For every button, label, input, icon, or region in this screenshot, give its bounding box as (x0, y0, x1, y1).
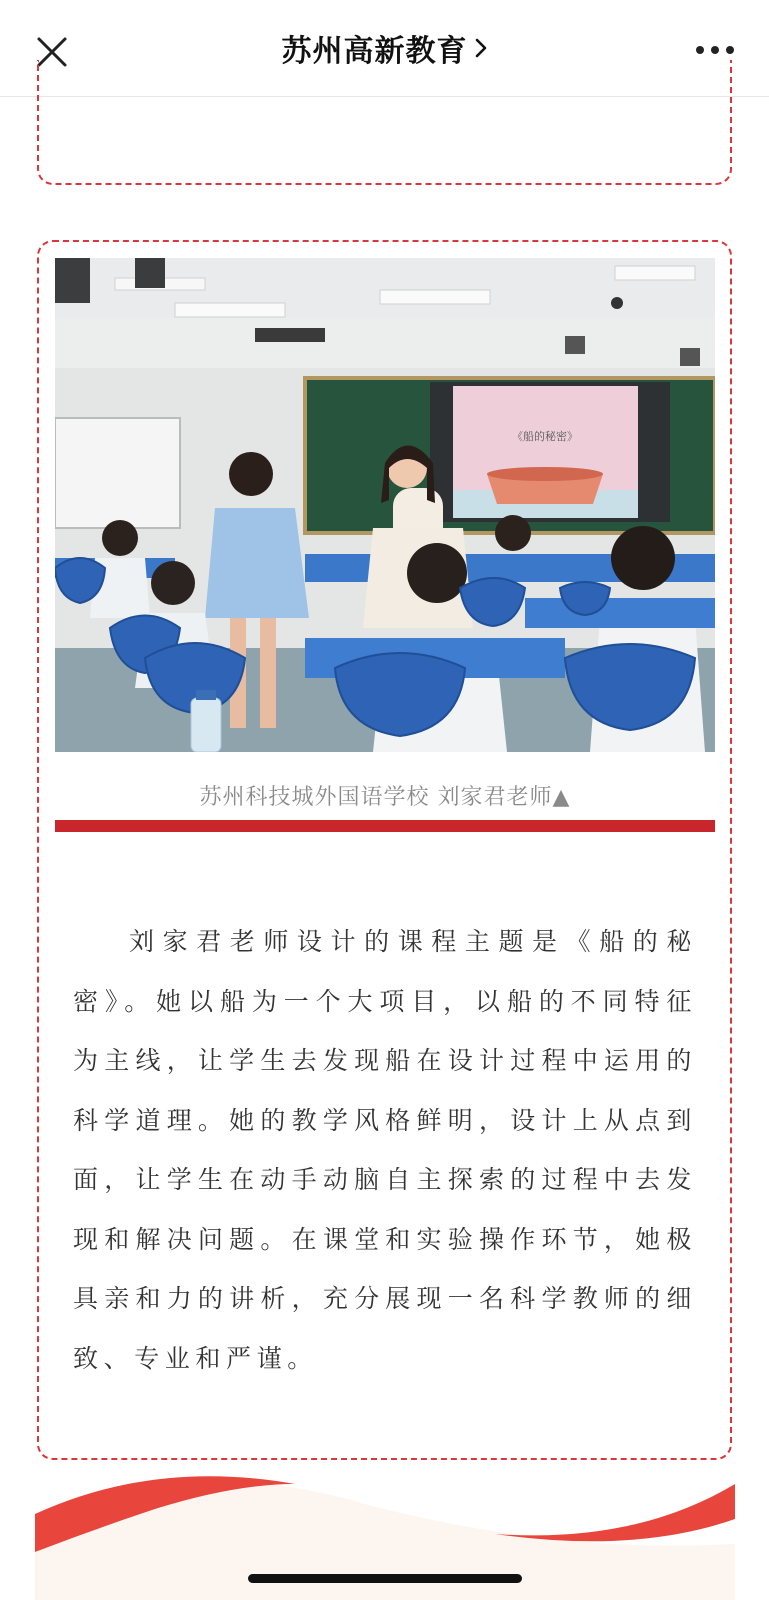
classroom-photo (55, 258, 715, 752)
red-divider (55, 820, 715, 832)
chevron-right-icon (474, 36, 488, 60)
photo-caption: 苏州科技城外国语学校 刘家君老师▲ (199, 785, 571, 810)
previous-section-box (37, 60, 732, 185)
home-indicator (248, 1574, 522, 1583)
page-title: 苏州高新教育 (281, 34, 468, 69)
article-paragraph: 刘家君老师设计的课程主题是《船的秘密》。她以船为一个大项目，以船的不同特征为主线，让学生去发现船在设计过程中运用的科学道理。她的教学风格鲜明，设计上从点到面，让学生在动手动脑自主探索的过程中去发现和解决问题。在课堂和实验操作环节，她极具亲和力的讲析，充分展现一名科学教师的细致、专业和严谨。 (73, 927, 697, 1373)
screen-title: 《船的秘密》 (512, 430, 578, 443)
more-icon (695, 45, 735, 55)
